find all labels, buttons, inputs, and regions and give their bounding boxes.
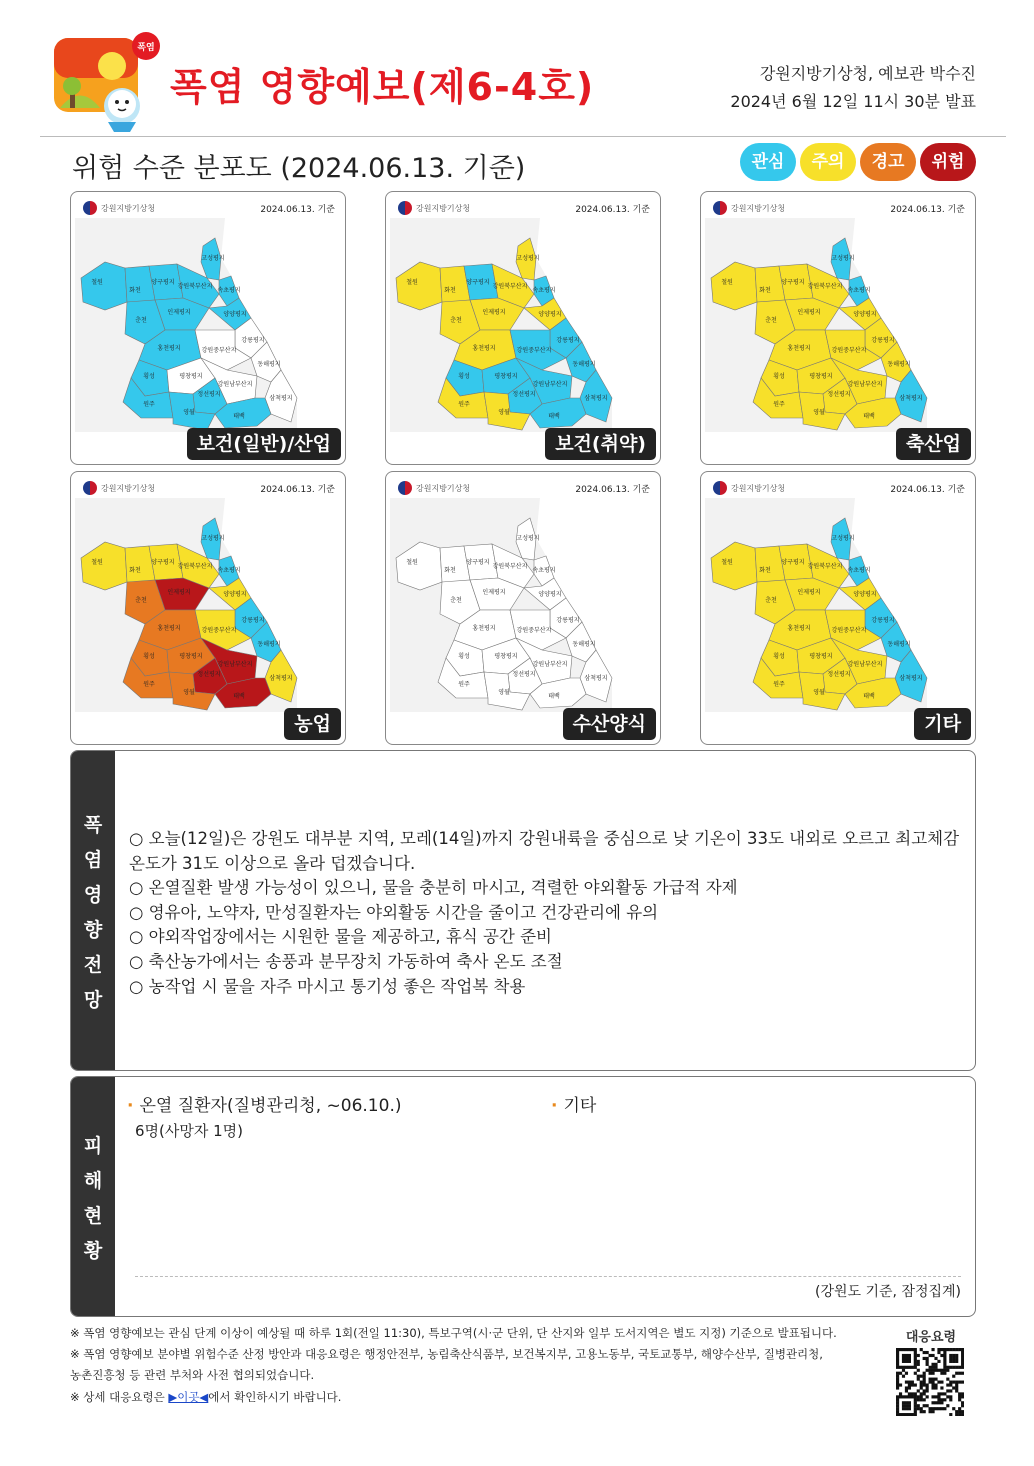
- region-label: 정선평지: [827, 671, 851, 678]
- region-label: 인제평지: [797, 589, 821, 596]
- map-label: 수산양식: [563, 708, 656, 740]
- region-label: 강릉평지: [241, 337, 265, 344]
- heatwave-mascot-logo: [50, 28, 162, 138]
- region-label: 인제평지: [482, 309, 506, 316]
- bullet-dot-icon: ·: [551, 1096, 558, 1116]
- map-label: 보건(취약): [545, 428, 656, 460]
- map-label: 기타: [914, 708, 971, 740]
- region-label: 삼척평지: [899, 675, 923, 682]
- region-label: 춘천: [135, 597, 147, 604]
- government-emblem-icon: [83, 481, 97, 495]
- region-label: 횡성: [143, 373, 155, 380]
- region-label: 화천: [444, 567, 456, 574]
- region-label: 인제평지: [797, 309, 821, 316]
- risk-legend: [740, 143, 976, 181]
- agency-mark: 강원지방기상청: [398, 481, 470, 495]
- region-label: 춘천: [135, 317, 147, 324]
- footer-notes: [70, 1323, 837, 1408]
- region-label: 강원북부산지: [492, 283, 528, 290]
- region-label: 평창평지: [179, 653, 203, 660]
- government-emblem-icon: [713, 481, 727, 495]
- region-label: 양구평지: [151, 559, 175, 566]
- forecast-item: ○ 오늘(12일)은 강원도 대부분 지역, 모레(14일)까지 강원내륙을 중심으로 낮 기온이 33도 내외로 오르고 최고체감온도가 31도 이상으로 올라 덥겠습니다.: [129, 829, 960, 873]
- government-emblem-icon: [83, 201, 97, 215]
- note-1: ※ 폭염 영향예보는 관심 단계 이상이 예상될 때 하루 1회(전일 11:30), 특보구역(시·군 단위, 단 산지와 일부 도서지역은 별도 지정) 기준으로 발표됩니다.: [70, 1326, 837, 1340]
- issue-time: 2024년 6월 12일 11시 30분 발표: [730, 92, 976, 111]
- region-label: 평창평지: [494, 653, 518, 660]
- region-label: 동해평지: [257, 361, 281, 368]
- agency-mark: 강원지방기상청: [713, 481, 785, 495]
- section-title: 위험 수준 분포도 (2024.06.13. 기준): [72, 153, 526, 184]
- region-label: 강원남부산지: [217, 661, 253, 668]
- region-label: 양양평지: [853, 591, 877, 598]
- region-label: 정선평지: [512, 391, 536, 398]
- region-label: 삼척평지: [269, 675, 293, 682]
- map-date: 2024.06.13. 기준: [575, 485, 650, 495]
- region-label: 강원중부산지: [831, 347, 867, 354]
- gangwon-risk-map: [390, 218, 656, 432]
- region-label: 태백: [863, 693, 875, 700]
- region-label: 영월: [813, 689, 825, 696]
- region-label: 삼척평지: [584, 395, 608, 402]
- region-label: 고성평지: [201, 255, 225, 262]
- region-label: 태백: [233, 693, 245, 700]
- map-date: 2024.06.13. 기준: [260, 205, 335, 215]
- region-label: 양구평지: [781, 559, 805, 566]
- region-label: 철원: [91, 279, 103, 286]
- region-label: 영월: [183, 689, 195, 696]
- region-label: 화천: [129, 567, 141, 574]
- map-label: 축산업: [896, 428, 971, 460]
- qr-title: 대응요령: [905, 1330, 957, 1345]
- legend-warning: 경고: [860, 143, 916, 181]
- region-label: 원주: [458, 401, 470, 408]
- region-label: 태백: [233, 413, 245, 420]
- region-label: 강릉평지: [241, 617, 265, 624]
- region-label: 강원남부산지: [532, 661, 568, 668]
- map-date: 2024.06.13. 기준: [890, 205, 965, 215]
- map-label: 보건(일반)/산업: [187, 428, 341, 460]
- region-label: 강원중부산지: [201, 627, 237, 634]
- region-label: 화천: [129, 287, 141, 294]
- region-label: 철원: [406, 279, 418, 286]
- region-label: 정선평지: [197, 671, 221, 678]
- map-date: 2024.06.13. 기준: [260, 485, 335, 495]
- region-label: 평창평지: [494, 373, 518, 380]
- region-label: 양양평지: [853, 311, 877, 318]
- forecast-item: ○ 영유아, 노약자, 만성질환자는 야외활동 시간을 줄이고 건강관리에 유의: [129, 902, 659, 922]
- region-label: 속초평지: [217, 567, 241, 574]
- region-label: 영월: [183, 409, 195, 416]
- region-label: 평창평지: [179, 373, 203, 380]
- region-label: 강원중부산지: [201, 347, 237, 354]
- region-label: 속초평지: [847, 567, 871, 574]
- note-3: 농촌진흥청 등 관련 부처와 사전 협의되었습니다.: [70, 1368, 315, 1383]
- region-label: 강릉평지: [871, 617, 895, 624]
- region-label: 삼척평지: [899, 395, 923, 402]
- region-label: 철원: [721, 559, 733, 566]
- forecast-item: ○ 축산농가에서는 송풍과 분무장치 가동하여 축사 온도 조절: [129, 951, 563, 971]
- region-label: 양양평지: [538, 591, 562, 598]
- government-emblem-icon: [398, 201, 412, 215]
- damage-note: (강원도 기준, 잠정집계): [815, 1284, 961, 1300]
- region-label: 횡성: [143, 653, 155, 660]
- region-label: 강원중부산지: [516, 347, 552, 354]
- map-date: 2024.06.13. 기준: [575, 205, 650, 215]
- detail-link[interactable]: ▶이곳◀: [168, 1389, 209, 1404]
- legend-danger: 위험: [920, 143, 976, 181]
- region-label: 평창평지: [809, 373, 833, 380]
- region-label: 횡성: [773, 373, 785, 380]
- other-damage-title: · 기타: [551, 1096, 597, 1116]
- region-label: 삼척평지: [584, 675, 608, 682]
- forecast-side-label: 폭 염 영 향 전 망: [71, 751, 115, 1070]
- region-label: 태백: [863, 413, 875, 420]
- region-label: 양양평지: [223, 591, 247, 598]
- issuer-block: [730, 60, 976, 116]
- region-label: 강원북부산지: [807, 283, 843, 290]
- region-label: 강원중부산지: [831, 627, 867, 634]
- legend-interest: 관심: [740, 143, 796, 181]
- dashed-divider: [135, 1276, 961, 1277]
- region-label: 강원남부산지: [217, 381, 253, 388]
- region-label: 홍천평지: [787, 345, 811, 352]
- region-label: 춘천: [765, 317, 777, 324]
- region-label: 홍천평지: [787, 625, 811, 632]
- region-label: 속초평지: [532, 567, 556, 574]
- region-label: 홍천평지: [157, 345, 181, 352]
- header: [0, 0, 1034, 138]
- region-label: 정선평지: [512, 671, 536, 678]
- heat-illness-value: 6명(사망자 1명): [135, 1122, 244, 1140]
- header-divider: [40, 136, 1006, 137]
- region-label: 횡성: [458, 373, 470, 380]
- region-label: 삼척평지: [269, 395, 293, 402]
- forecast-item: ○ 농작업 시 물을 자주 마시고 통기성 좋은 작업복 착용: [129, 976, 526, 996]
- agency-mark: 강원지방기상청: [713, 201, 785, 215]
- region-label: 홍천평지: [472, 625, 496, 632]
- region-label: 강릉평지: [556, 617, 580, 624]
- agency-mark: 강원지방기상청: [83, 201, 155, 215]
- region-label: 강원남부산지: [847, 381, 883, 388]
- region-label: 양구평지: [151, 279, 175, 286]
- region-label: 강원중부산지: [516, 627, 552, 634]
- region-label: 강릉평지: [556, 337, 580, 344]
- legend-caution: 주의: [800, 143, 856, 181]
- region-label: 강원북부산지: [177, 283, 213, 290]
- forecast-item: ○ 야외작업장에서는 시원한 물을 제공하고, 휴식 공간 준비: [129, 927, 552, 947]
- region-label: 철원: [721, 279, 733, 286]
- region-label: 평창평지: [809, 653, 833, 660]
- region-label: 홍천평지: [472, 345, 496, 352]
- gangwon-risk-map: [390, 498, 656, 712]
- region-label: 영월: [498, 689, 510, 696]
- region-label: 화천: [759, 567, 771, 574]
- map-card-other: [700, 471, 976, 745]
- region-label: 고성평지: [201, 535, 225, 542]
- note-4: ※ 상세 대응요령은 ▶이곳◀에서 확인하시기 바랍니다.: [70, 1389, 342, 1404]
- region-label: 양구평지: [466, 559, 490, 566]
- government-emblem-icon: [713, 201, 727, 215]
- region-label: 정선평지: [197, 391, 221, 398]
- page-title: 폭염 영향예보(제6-4호): [170, 65, 595, 109]
- map-card-livestock: [700, 191, 976, 465]
- region-label: 횡성: [773, 653, 785, 660]
- region-label: 원주: [458, 681, 470, 688]
- damage-panel: [70, 1076, 976, 1317]
- badge-text: 폭염: [137, 43, 155, 53]
- region-label: 철원: [406, 559, 418, 566]
- region-label: 동해평지: [257, 641, 281, 648]
- region-label: 영월: [498, 409, 510, 416]
- region-label: 양구평지: [466, 279, 490, 286]
- forecast-list: [129, 827, 963, 999]
- region-label: 영월: [813, 409, 825, 416]
- region-label: 강원북부산지: [807, 563, 843, 570]
- gangwon-risk-map: [705, 498, 971, 712]
- gangwon-risk-map: [705, 218, 971, 432]
- region-label: 양구평지: [781, 279, 805, 286]
- region-label: 원주: [773, 681, 785, 688]
- region-label: 홍천평지: [157, 625, 181, 632]
- region-label: 횡성: [458, 653, 470, 660]
- region-label: 속초평지: [847, 287, 871, 294]
- region-label: 태백: [548, 413, 560, 420]
- region-label: 고성평지: [516, 255, 540, 262]
- region-label: 원주: [143, 401, 155, 408]
- issuer-name: 강원지방기상청, 예보관 박수진: [759, 64, 976, 83]
- region-label: 춘천: [450, 317, 462, 324]
- region-label: 속초평지: [532, 287, 556, 294]
- region-label: 속초평지: [217, 287, 241, 294]
- region-label: 인제평지: [167, 589, 191, 596]
- bullet-dot-icon: ·: [127, 1096, 134, 1116]
- region-label: 동해평지: [572, 361, 596, 368]
- map-card-health-vulnerable: [385, 191, 661, 465]
- damage-side-label: 피 해 현 황: [71, 1077, 115, 1316]
- heat-illness-title: · 온열 질환자(질병관리청, ~06.10.): [127, 1096, 402, 1116]
- region-label: 강원남부산지: [532, 381, 568, 388]
- map-label: 농업: [284, 708, 341, 740]
- region-label: 양양평지: [223, 311, 247, 318]
- note-2: ※ 폭염 영향예보 분야별 위험수준 산정 방안과 대응요령은 행정안전부, 농림축산식품부, 보건복지부, 고용노동부, 국토교통부, 해양수산부, 질병관리청,: [70, 1347, 823, 1362]
- region-label: 동해평지: [887, 641, 911, 648]
- region-label: 강원북부산지: [177, 563, 213, 570]
- region-label: 고성평지: [516, 535, 540, 542]
- region-label: 춘천: [765, 597, 777, 604]
- region-label: 강원남부산지: [847, 661, 883, 668]
- region-label: 강원북부산지: [492, 563, 528, 570]
- gangwon-risk-map: [75, 498, 341, 712]
- region-label: 화천: [444, 287, 456, 294]
- map-date: 2024.06.13. 기준: [890, 485, 965, 495]
- forecast-panel: [70, 750, 976, 1071]
- region-label: 인제평지: [482, 589, 506, 596]
- region-label: 고성평지: [831, 535, 855, 542]
- region-label: 동해평지: [572, 641, 596, 648]
- government-emblem-icon: [398, 481, 412, 495]
- map-card-aquaculture: [385, 471, 661, 745]
- region-label: 화천: [759, 287, 771, 294]
- region-label: 강릉평지: [871, 337, 895, 344]
- region-label: 정선평지: [827, 391, 851, 398]
- region-label: 철원: [91, 559, 103, 566]
- region-label: 양양평지: [538, 311, 562, 318]
- map-card-agriculture: [70, 471, 346, 745]
- region-label: 원주: [773, 401, 785, 408]
- region-label: 동해평지: [887, 361, 911, 368]
- region-label: 태백: [548, 693, 560, 700]
- agency-mark: 강원지방기상청: [83, 481, 155, 495]
- forecast-item: ○ 온열질환 발생 가능성이 있으니, 물을 충분히 마시고, 격렬한 야외활동 가급적 자제: [129, 878, 738, 898]
- region-label: 고성평지: [831, 255, 855, 262]
- region-label: 인제평지: [167, 309, 191, 316]
- agency-mark: 강원지방기상청: [398, 201, 470, 215]
- region-label: 춘천: [450, 597, 462, 604]
- map-card-health-general: [70, 191, 346, 465]
- gangwon-risk-map: [75, 218, 341, 432]
- qr-code-icon[interactable]: [896, 1348, 964, 1416]
- region-label: 원주: [143, 681, 155, 688]
